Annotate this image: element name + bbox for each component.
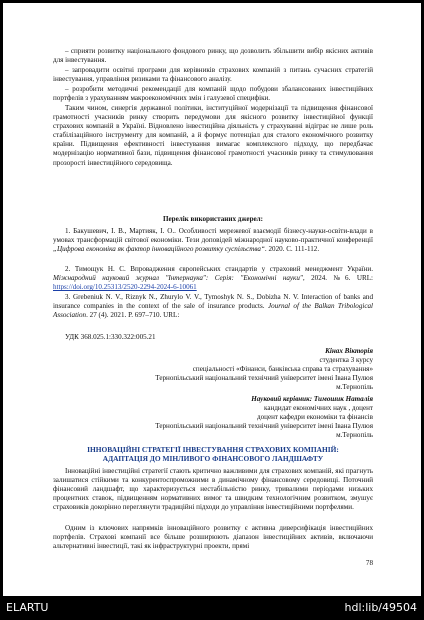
author-line: м.Тернопіль — [336, 383, 373, 391]
recommendation-item: – сприяти розвитку національного фондового ринку, що дозволить збільшити вибір якісних активів для інвестування. — [53, 47, 373, 65]
references-heading: Перелік використаних джерел: — [162, 215, 264, 223]
reference-text: 2. Тимощук Н. С. Впровадження європейських стандартів у страховий менеджмент України. — [65, 265, 373, 273]
reference-item-1 — [53, 227, 373, 254]
reference-text: . 27 (4). 2021. P. 697–710. URL: — [86, 311, 180, 320]
page-number: 78 — [365, 559, 373, 567]
conclusion-paragraph: Таким чином, синергія державної політики, інституційної модернізації та підвищення фінансової грамотності учасників ринку створить передумови для якісного розвитку інвестиційної функції страхових компаній в Україні. Відновлено інвестиційна діяльність у страхуванні відіграє не лише роль стабілізаційного інструменту для компаній, а й формує потенціал для сталого економічного розвитку країни. Підвищення ефективності інвестування вимагає комплексного підходу, що передбачає модернізацію нормативної бази, підвищення фінансової грамотності учасників ринку та стимулювання прозорості інвестиційного середовища. — [53, 104, 373, 167]
footer-bar — [0, 596, 424, 620]
author-name: Кінах Вікторія — [325, 347, 373, 355]
reference-source: Journal of the Balkan Tribological Association — [53, 302, 374, 320]
reference-link[interactable]: https://doi.org/10.25313/2520-2294-2024-6-10061 — [53, 283, 197, 292]
article-paragraph: Інноваційні інвестиційні стратегії стають критично важливими для страхових компаній, які прагнуть залишатися стійкими та конкурентоспроможними в динамічному фінансовому середовищі. Поточний фінансовий ландшафт, що характеризується нестабільністю ринку, тривалими періодами низьких процентних ставок, підвищенням нормативних вимог та швидким технологічним розвитком, змушує страховиків докорінно переглянути традиційні підходи до управління інвестиційними портфелями. — [53, 467, 373, 512]
supervisor-name: Науковий керівник: Тимошик Наталія — [251, 395, 373, 403]
reference-text: , 2024. №6. URL: — [302, 274, 373, 283]
reference-text: . 2020. С. 111-112. — [264, 245, 320, 254]
author-line: спеціальності «Фінанси, банківська справа та страхування» — [192, 365, 373, 373]
author-line: студентка 3 курсу — [319, 356, 373, 364]
article-subtitle: АДАПТАЦІЯ ДО МІНЛИВОГО ФІНАНСОВОГО ЛАНДШАФТУ — [102, 454, 324, 463]
article-paragraph: Одним із ключових напрямків інноваційного розвитку є активна диверсифікація інвестиційних портфелів. Страхові компанії все більше розширюють діапазон інвестиційних активів, включаючи альтернативні інвестиції, такі як інфраструктурні проекти, прямі — [53, 524, 373, 551]
footer-handle: hdl:lib/49504 — [344, 601, 417, 614]
reference-source: „Цифрова економіка як фактор інноваційного розвитку суспільства“ — [53, 245, 265, 254]
article-title: ІННОВАЦІЙНІ СТРАТЕГІЇ ІНВЕСТУВАННЯ СТРАХОВИХ КОМПАНІЙ: — [87, 445, 339, 454]
recommendation-item: – запровадити освітні програми для керівників страхових компаній з питань сучасних стратегій інвестування, управління ризиками та фінансового аналізу. — [53, 66, 373, 84]
reference-text: 3. Grebeniuk N. V., Riznyk N., Zhurylo V. V., Tymoshyk N. S., Dobizha N. V. Interaction of banks and insurance companies in the context of the sale of insurance products. — [53, 293, 373, 311]
supervisor-line: кандидат економічних наук , доцент — [264, 404, 373, 412]
supervisor-line: м.Тернопіль — [336, 431, 373, 439]
author-line: Тернопільський національний технічний університет імені Івана Пулюя — [155, 374, 373, 382]
supervisor-line: доцент кафедри економіки та фінансів — [257, 413, 373, 421]
document-page — [3, 3, 421, 596]
reference-text: 1. Бакушевич, І. В., Мартияк, І. О.. Особливості мережевої взаємодії бізнесу-науки-освіти-влади в умовах трансформацій світової економіки. Тези доповідей міжнародної науково-практичної конференції — [53, 227, 373, 245]
supervisor-line: Тернопільський національний технічний університет імені Івана Пулюя — [155, 422, 373, 430]
recommendation-item: – розробити методичні рекомендації для компаній щодо побудови збалансованих інвестиційних портфелів з урахуванням макроекономічних змін і галузевої специфіки. — [53, 85, 373, 103]
reference-item-3 — [53, 293, 373, 320]
footer-repository-label: ELARTU — [6, 601, 49, 614]
reference-item-2 — [53, 265, 373, 292]
reference-source: Міжнародний науковий журнал "Інтернаука": Серія: "Економічні науки" — [53, 274, 303, 283]
udc-code: УДК 368.025.1:330.322:005.21 — [65, 333, 156, 341]
